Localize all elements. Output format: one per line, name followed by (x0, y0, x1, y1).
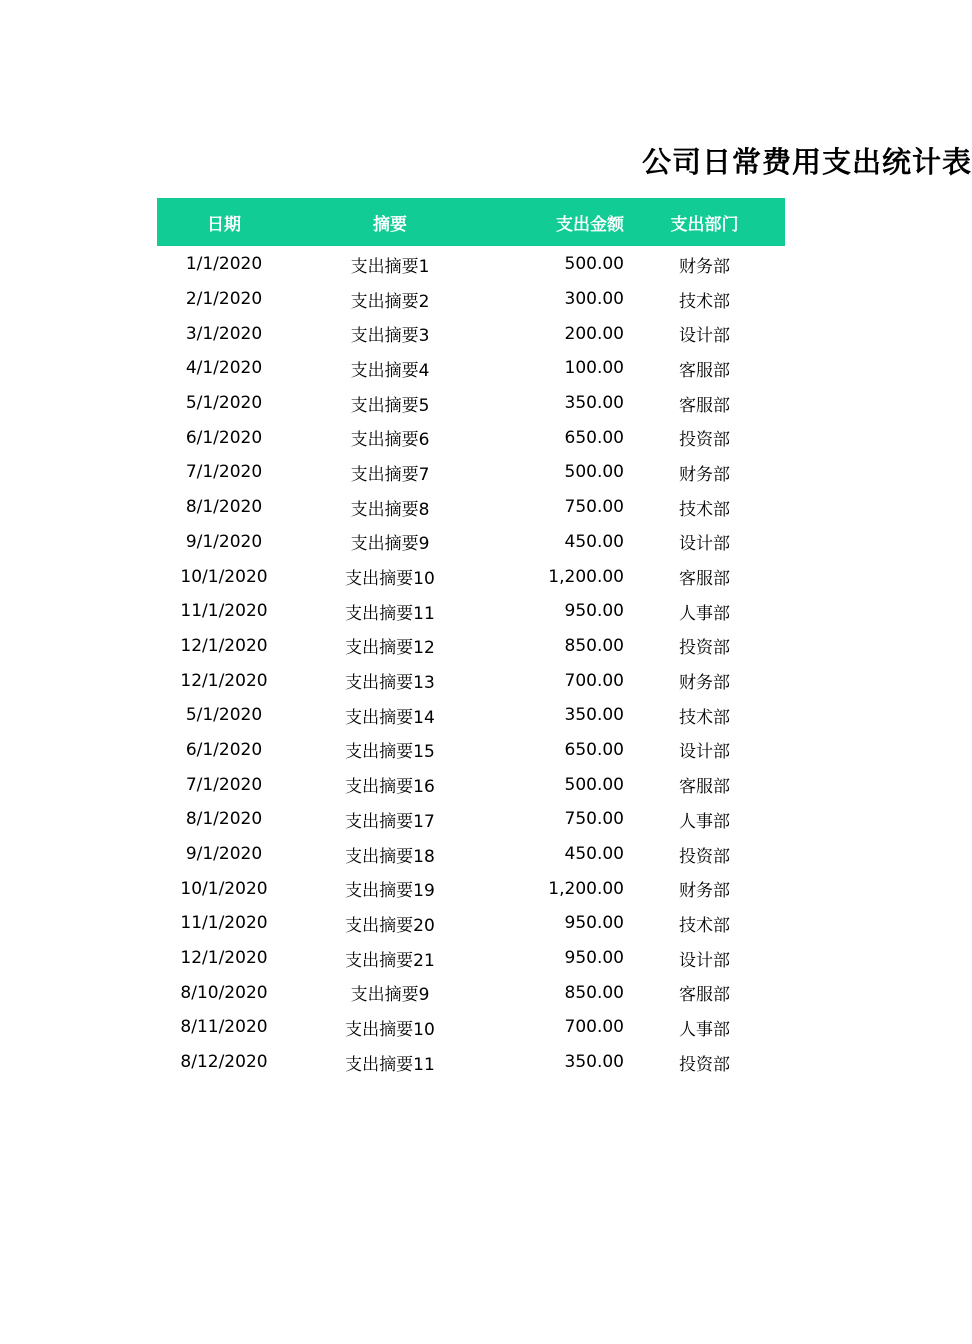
cell-amount: 350.00 (564, 1052, 624, 1073)
cell-dept: 客服部 (679, 777, 730, 798)
cell-dept: 设计部 (679, 534, 730, 555)
cell-amount: 350.00 (564, 393, 624, 414)
table-row (157, 698, 785, 733)
cell-desc: 支出摘要6 (350, 430, 430, 451)
table-row (157, 975, 785, 1010)
cell-desc: 支出摘要10 (345, 569, 435, 590)
cell-date: 5/1/2020 (185, 393, 263, 414)
cell-desc: 支出摘要18 (345, 846, 435, 867)
header-date: 日期 (207, 214, 241, 235)
header-dept: 支出部门 (670, 214, 739, 235)
cell-dept: 设计部 (679, 742, 730, 763)
cell-amount: 950.00 (564, 601, 624, 622)
cell-date: 6/1/2020 (185, 427, 263, 448)
cell-amount: 300.00 (564, 289, 624, 310)
cell-dept: 人事部 (679, 603, 730, 624)
table-row (157, 802, 785, 837)
cell-dept: 客服部 (679, 360, 730, 381)
cell-date: 8/11/2020 (180, 1017, 268, 1038)
cell-desc: 支出摘要11 (345, 1054, 435, 1075)
cell-date: 11/1/2020 (180, 913, 268, 934)
cell-amount: 1,200.00 (548, 878, 624, 899)
table-row (157, 767, 785, 802)
cell-amount: 750.00 (564, 809, 624, 830)
cell-dept: 客服部 (679, 395, 730, 416)
cell-date: 2/1/2020 (185, 289, 263, 310)
cell-date: 8/1/2020 (185, 809, 263, 830)
expense-table (157, 198, 785, 1080)
cell-date: 8/12/2020 (180, 1052, 268, 1073)
cell-dept: 投资部 (679, 1054, 730, 1075)
cell-dept: 财务部 (679, 673, 730, 694)
cell-date: 9/1/2020 (185, 844, 263, 865)
cell-date: 12/1/2020 (180, 635, 268, 656)
cell-desc: 支出摘要16 (345, 777, 435, 798)
cell-desc: 支出摘要19 (345, 881, 435, 902)
table-row (157, 282, 785, 317)
cell-desc: 支出摘要13 (345, 673, 435, 694)
cell-dept: 技术部 (679, 707, 730, 728)
cell-amount: 500.00 (564, 462, 624, 483)
cell-amount: 100.00 (564, 358, 624, 379)
table-row (157, 663, 785, 698)
cell-dept: 财务部 (679, 464, 730, 485)
table-row (157, 525, 785, 560)
cell-date: 5/1/2020 (185, 705, 263, 726)
table-row (157, 1010, 785, 1045)
cell-dept: 客服部 (679, 569, 730, 590)
cell-dept: 技术部 (679, 915, 730, 936)
cell-dept: 客服部 (679, 985, 730, 1006)
cell-dept: 设计部 (679, 326, 730, 347)
cell-amount: 450.00 (564, 844, 624, 865)
cell-dept: 设计部 (679, 950, 730, 971)
cell-desc: 支出摘要9 (350, 985, 430, 1006)
cell-desc: 支出摘要5 (350, 395, 430, 416)
cell-dept: 财务部 (679, 256, 730, 277)
cell-dept: 投资部 (679, 430, 730, 451)
cell-date: 8/10/2020 (180, 982, 268, 1003)
cell-dept: 投资部 (679, 846, 730, 867)
header-amount: 支出金额 (556, 214, 624, 235)
cell-amount: 1,200.00 (548, 566, 624, 587)
cell-dept: 人事部 (679, 811, 730, 832)
cell-amount: 650.00 (564, 739, 624, 760)
table-header-row (157, 198, 785, 246)
cell-date: 10/1/2020 (180, 878, 268, 899)
table-row (157, 594, 785, 629)
table-row (157, 1045, 785, 1080)
cell-date: 10/1/2020 (180, 566, 268, 587)
cell-desc: 支出摘要4 (350, 360, 430, 381)
cell-amount: 200.00 (564, 323, 624, 344)
cell-dept: 投资部 (679, 638, 730, 659)
cell-desc: 支出摘要10 (345, 1019, 435, 1040)
cell-date: 12/1/2020 (180, 948, 268, 969)
cell-date: 4/1/2020 (185, 358, 263, 379)
cell-amount: 850.00 (564, 982, 624, 1003)
cell-desc: 支出摘要17 (345, 811, 435, 832)
cell-desc: 支出摘要12 (345, 638, 435, 659)
cell-date: 12/1/2020 (180, 670, 268, 691)
cell-amount: 750.00 (564, 497, 624, 518)
cell-amount: 850.00 (564, 635, 624, 656)
cell-amount: 450.00 (564, 531, 624, 552)
cell-amount: 700.00 (564, 1017, 624, 1038)
cell-dept: 技术部 (679, 291, 730, 312)
table-row (157, 871, 785, 906)
cell-date: 11/1/2020 (180, 601, 268, 622)
cell-amount: 500.00 (564, 254, 624, 275)
cell-amount: 350.00 (564, 705, 624, 726)
cell-date: 9/1/2020 (185, 531, 263, 552)
table-row (157, 316, 785, 351)
cell-desc: 支出摘要20 (345, 915, 435, 936)
cell-dept: 技术部 (679, 499, 730, 520)
cell-desc: 支出摘要3 (350, 326, 430, 347)
cell-desc: 支出摘要2 (350, 291, 430, 312)
table-row (157, 733, 785, 768)
cell-desc: 支出摘要7 (350, 464, 430, 485)
cell-date: 1/1/2020 (185, 254, 263, 275)
cell-date: 8/1/2020 (185, 497, 263, 518)
cell-amount: 950.00 (564, 948, 624, 969)
table-row (157, 247, 785, 282)
cell-desc: 支出摘要9 (350, 534, 430, 555)
page-title: 公司日常费用支出统计表 (642, 145, 972, 179)
table-row (157, 837, 785, 872)
cell-amount: 500.00 (564, 774, 624, 795)
table-body (157, 246, 785, 1080)
table-row (157, 386, 785, 421)
table-row (157, 351, 785, 386)
table-row (157, 629, 785, 664)
cell-desc: 支出摘要21 (345, 950, 435, 971)
cell-dept: 财务部 (679, 881, 730, 902)
table-row (157, 559, 785, 594)
cell-desc: 支出摘要1 (350, 256, 430, 277)
table-row (157, 906, 785, 941)
cell-desc: 支出摘要14 (345, 707, 435, 728)
table-row (157, 420, 785, 455)
cell-amount: 650.00 (564, 427, 624, 448)
cell-desc: 支出摘要11 (345, 603, 435, 624)
cell-date: 7/1/2020 (185, 774, 263, 795)
table-row (157, 941, 785, 976)
table-row (157, 455, 785, 490)
table-row (157, 490, 785, 525)
cell-date: 7/1/2020 (185, 462, 263, 483)
cell-desc: 支出摘要15 (345, 742, 435, 763)
cell-dept: 人事部 (679, 1019, 730, 1040)
cell-amount: 950.00 (564, 913, 624, 934)
cell-amount: 700.00 (564, 670, 624, 691)
header-desc: 摘要 (373, 214, 407, 235)
cell-date: 6/1/2020 (185, 739, 263, 760)
cell-date: 3/1/2020 (185, 323, 263, 344)
cell-desc: 支出摘要8 (350, 499, 430, 520)
